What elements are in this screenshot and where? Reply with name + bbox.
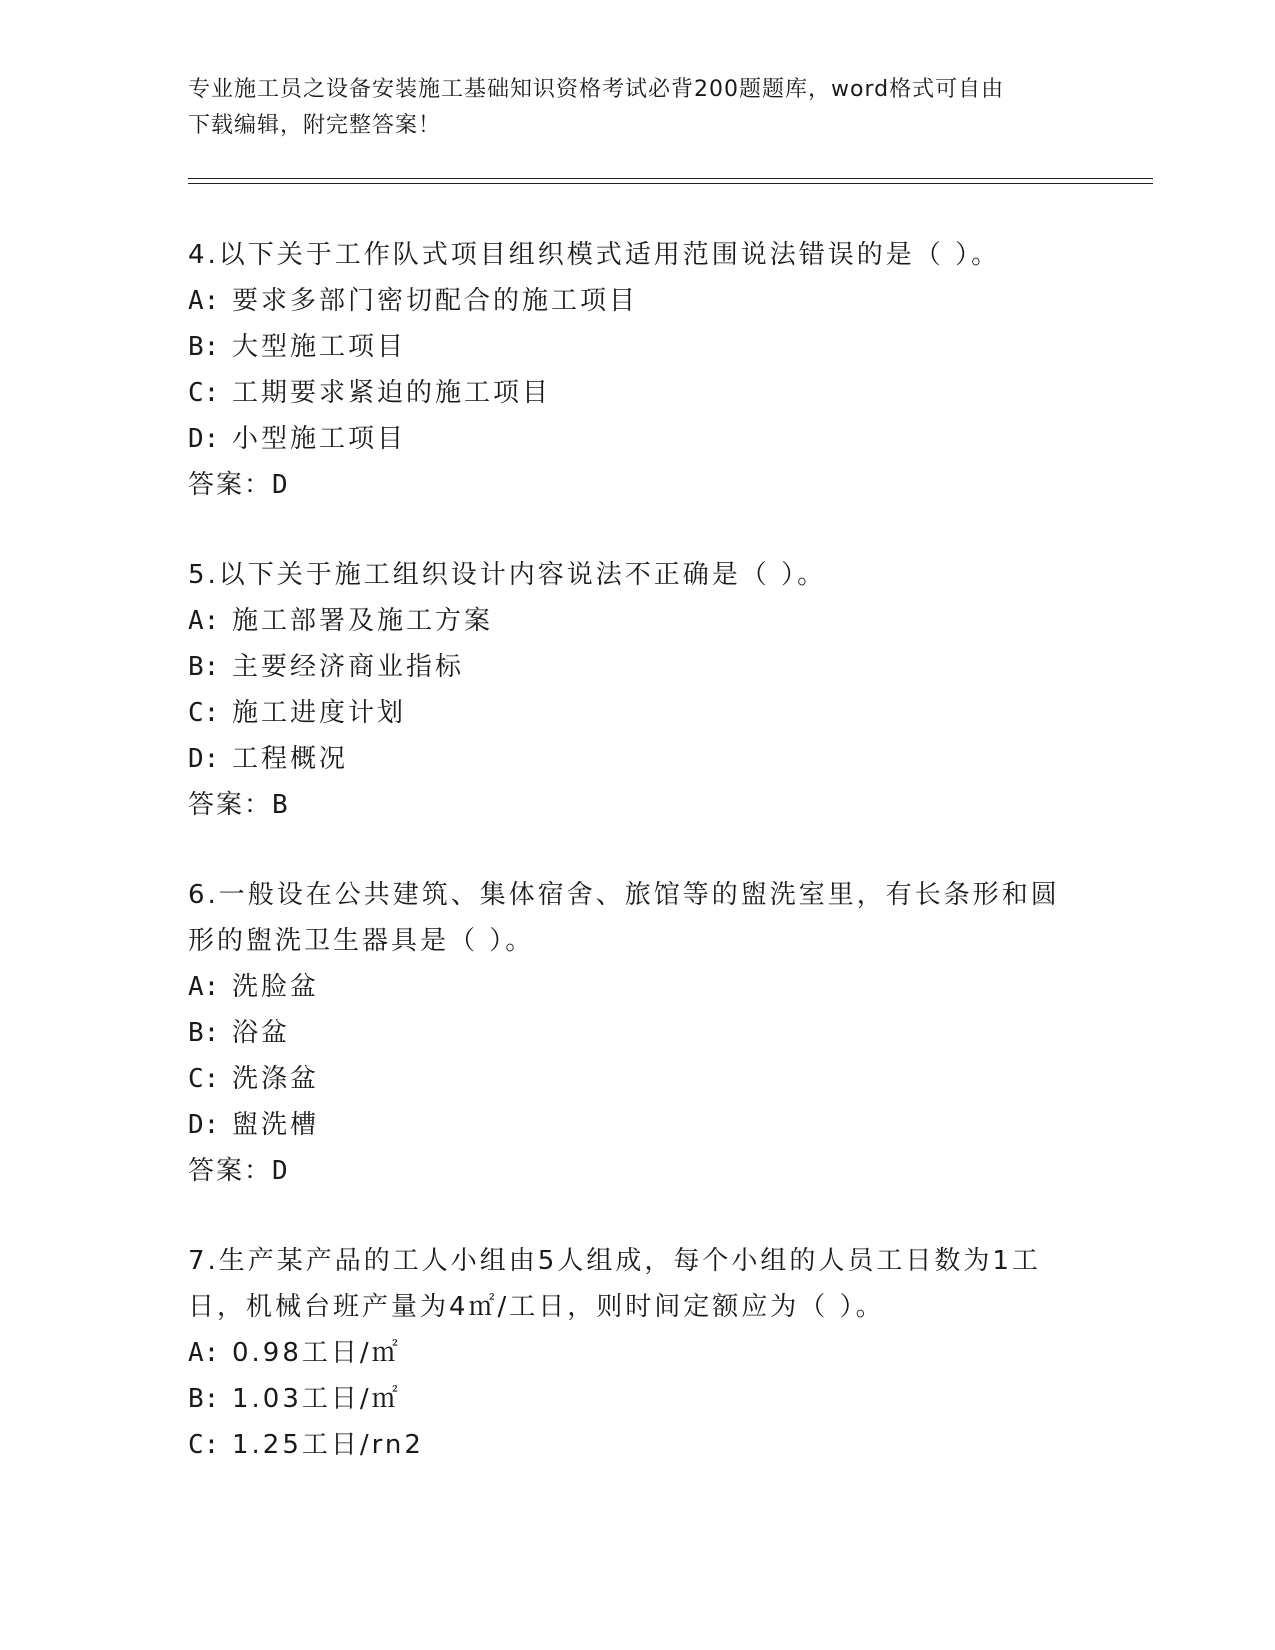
option-text: 盥洗槽 <box>232 1110 320 1140</box>
option-d <box>188 1102 1088 1148</box>
option-text: 洗涤盆 <box>232 1064 320 1094</box>
option-b <box>188 324 1088 370</box>
answer-line <box>188 1148 1088 1194</box>
question-item <box>188 872 1088 1194</box>
option-letter: D: <box>188 1110 220 1140</box>
option-text: 浴盆 <box>232 1018 291 1048</box>
option-c <box>188 1422 1088 1468</box>
answer-label: 答案： <box>188 1156 273 1186</box>
question-text: 4.以下关于工作队式项目组织模式适用范围说法错误的是（ ）。 <box>188 240 1001 270</box>
header-line-1: 专业施工员之设备安装施工基础知识资格考试必背200题题库，word格式可自由 <box>188 77 1005 102</box>
option-text: 施工部署及施工方案 <box>232 606 494 636</box>
answer-label: 答案： <box>188 470 273 500</box>
option-c <box>188 690 1088 736</box>
option-letter: A: <box>188 1338 220 1368</box>
header-line-2: 下载编辑，附完整答案！ <box>188 113 442 138</box>
option-text: 0.98工日/㎡ <box>232 1338 401 1368</box>
question-item <box>188 552 1088 828</box>
option-letter: C: <box>188 1430 220 1460</box>
question-item <box>188 1238 1088 1468</box>
option-text: 施工进度计划 <box>232 698 407 728</box>
option-text: 工程概况 <box>232 744 349 774</box>
option-text: 工期要求紧迫的施工项目 <box>232 378 552 408</box>
option-text: 大型施工项目 <box>232 332 407 362</box>
option-letter: B: <box>188 1018 220 1048</box>
option-a <box>188 964 1088 1010</box>
header-divider-bottom <box>188 183 1153 184</box>
option-letter: C: <box>188 378 220 408</box>
answer-line <box>188 462 1088 508</box>
option-letter: A: <box>188 606 220 636</box>
question-item <box>188 232 1088 508</box>
question-text: 5.以下关于施工组织设计内容说法不正确是（ ）。 <box>188 560 827 590</box>
option-b <box>188 1010 1088 1056</box>
option-letter: B: <box>188 1384 220 1414</box>
option-letter: B: <box>188 332 220 362</box>
option-text: 小型施工项目 <box>232 424 407 454</box>
option-b <box>188 1376 1088 1422</box>
option-text: 1.03工日/㎡ <box>232 1384 401 1414</box>
option-text: 要求多部门密切配合的施工项目 <box>232 286 639 316</box>
option-letter: D: <box>188 424 220 454</box>
option-letter: B: <box>188 652 220 682</box>
answer-value: D <box>272 470 288 500</box>
option-a <box>188 598 1088 644</box>
answer-value: D <box>272 1156 288 1186</box>
option-letter: C: <box>188 1064 220 1094</box>
option-c <box>188 1056 1088 1102</box>
question-text: 6.一般设在公共建筑、集体宿舍、旅馆等的盥洗室里，有长条形和圆形的盥洗卫生器具是（ ）。 <box>188 880 1060 956</box>
option-letter: A: <box>188 286 220 316</box>
option-text: 洗脸盆 <box>232 972 320 1002</box>
question-text: 7.生产某产品的工人小组由5人组成，每个小组的人员工日数为1工日，机械台班产量为4㎡/工日，则时间定额应为（ ）。 <box>188 1246 1041 1322</box>
option-text: 主要经济商业指标 <box>232 652 465 682</box>
answer-value: B <box>272 790 288 820</box>
option-letter: A: <box>188 972 220 1002</box>
option-a <box>188 1330 1088 1376</box>
option-d <box>188 736 1088 782</box>
option-d <box>188 416 1088 462</box>
answer-line <box>188 782 1088 828</box>
option-b <box>188 644 1088 690</box>
answer-label: 答案： <box>188 790 273 820</box>
question-list <box>188 232 1088 1512</box>
option-letter: D: <box>188 744 220 774</box>
document-header <box>188 72 1068 144</box>
header-divider-top <box>188 178 1153 179</box>
option-letter: C: <box>188 698 220 728</box>
option-c <box>188 370 1088 416</box>
option-a <box>188 278 1088 324</box>
option-text: 1.25工日/rn2 <box>232 1430 424 1460</box>
